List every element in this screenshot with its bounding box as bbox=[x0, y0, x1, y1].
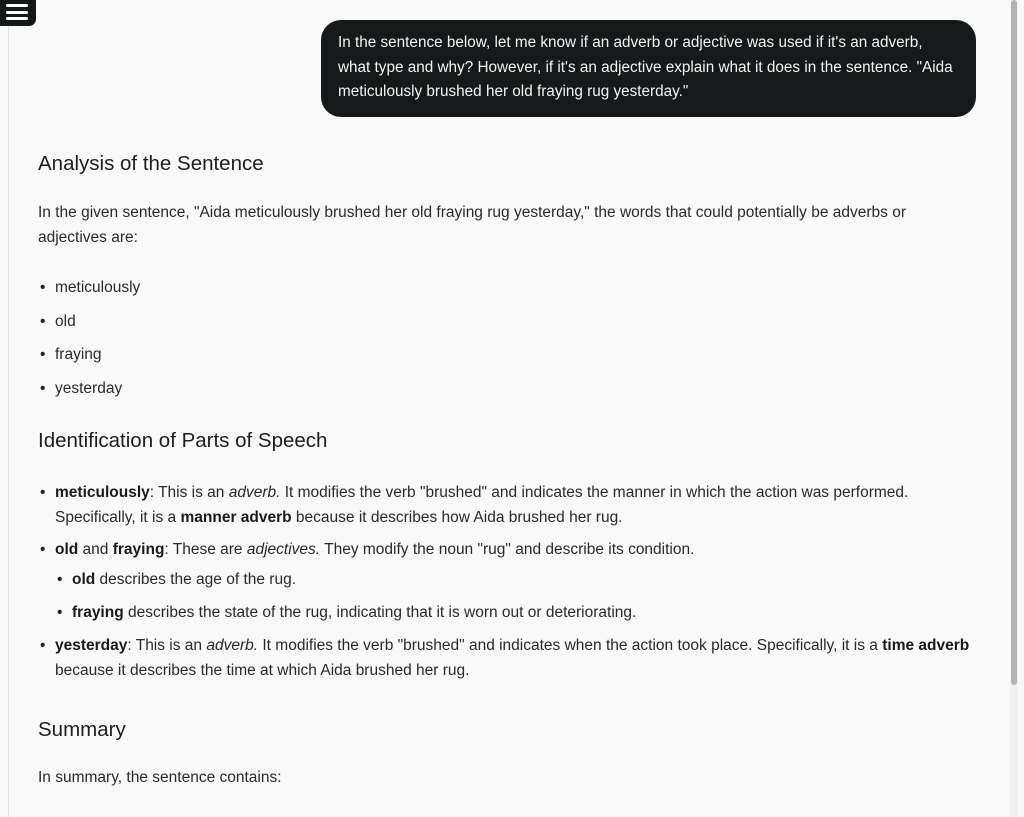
term-fraying: fraying bbox=[72, 604, 124, 621]
pos-label: adjectives. bbox=[246, 541, 321, 558]
candidate-words-list bbox=[38, 275, 140, 409]
heading-analysis: Analysis of the Sentence bbox=[38, 152, 264, 175]
item-text: It modifies the verb "brushed" and indicates when the action took place. Specifically, it is a bbox=[258, 637, 883, 654]
analysis-intro: In the given sentence, "Aida meticulously brushed her old fraying rug yesterday," the words that could potentially be adverbs or adjectives are: bbox=[38, 204, 907, 246]
item-text: describes the age of the rug. bbox=[95, 571, 297, 588]
term-old: old bbox=[55, 541, 79, 558]
list-item: • fraying bbox=[38, 342, 140, 376]
pos-label: adverb. bbox=[228, 484, 281, 501]
identification-list bbox=[38, 480, 978, 683]
item-text: They modify the noun "rug" and describe its condition. bbox=[320, 541, 695, 558]
term-old: old bbox=[72, 571, 96, 588]
item-text: because it describes how Aida brushed her rug. bbox=[291, 509, 623, 526]
item-text: describes the state of the rug, indicating that it is worn out or deteriorating. bbox=[123, 604, 637, 621]
scrollbar-thumb[interactable] bbox=[1011, 0, 1017, 685]
menu-button[interactable] bbox=[0, 0, 36, 26]
list-item-old-fraying bbox=[38, 537, 978, 625]
heading-identification: Identification of Parts of Speech bbox=[38, 429, 328, 452]
list-item: • old bbox=[38, 309, 140, 343]
hamburger-menu-icon bbox=[6, 4, 28, 20]
pos-label: adverb. bbox=[206, 637, 259, 654]
item-text: It modifies the verb "brushed" and indicates the manner in which the action was performed. Specifically, it is a bbox=[55, 484, 909, 526]
left-border bbox=[8, 0, 9, 817]
list-item: • meticulously bbox=[38, 275, 140, 309]
adverb-type: time adverb bbox=[882, 637, 970, 654]
adjective-sublist bbox=[55, 567, 978, 625]
term-yesterday: yesterday bbox=[55, 637, 128, 654]
list-item-yesterday bbox=[38, 633, 978, 683]
user-message-bubble: In the sentence below, let me know if an adverb or adjective was used if it's an adverb, what type and why? However, if it's an adjective explain what it does in the sentence. "Aida meticulously brushed her old fraying rug yesterday." bbox=[321, 20, 976, 117]
term-meticulously: meticulously bbox=[55, 484, 150, 501]
list-item: • yesterday bbox=[38, 376, 140, 410]
sub-list-item-old bbox=[55, 567, 978, 592]
item-text: : This is an bbox=[127, 637, 207, 654]
item-text: : This is an bbox=[149, 484, 229, 501]
adverb-type: manner adverb bbox=[180, 509, 292, 526]
sub-list-item-fraying bbox=[55, 600, 978, 625]
item-text: : These are bbox=[164, 541, 247, 558]
item-text: and bbox=[78, 541, 113, 558]
heading-summary: Summary bbox=[38, 718, 126, 741]
item-text: because it describes the time at which Aida brushed her rug. bbox=[55, 662, 470, 679]
list-item-meticulously bbox=[38, 480, 978, 530]
summary-text: In summary, the sentence contains: bbox=[38, 769, 282, 786]
term-fraying: fraying bbox=[112, 541, 165, 558]
